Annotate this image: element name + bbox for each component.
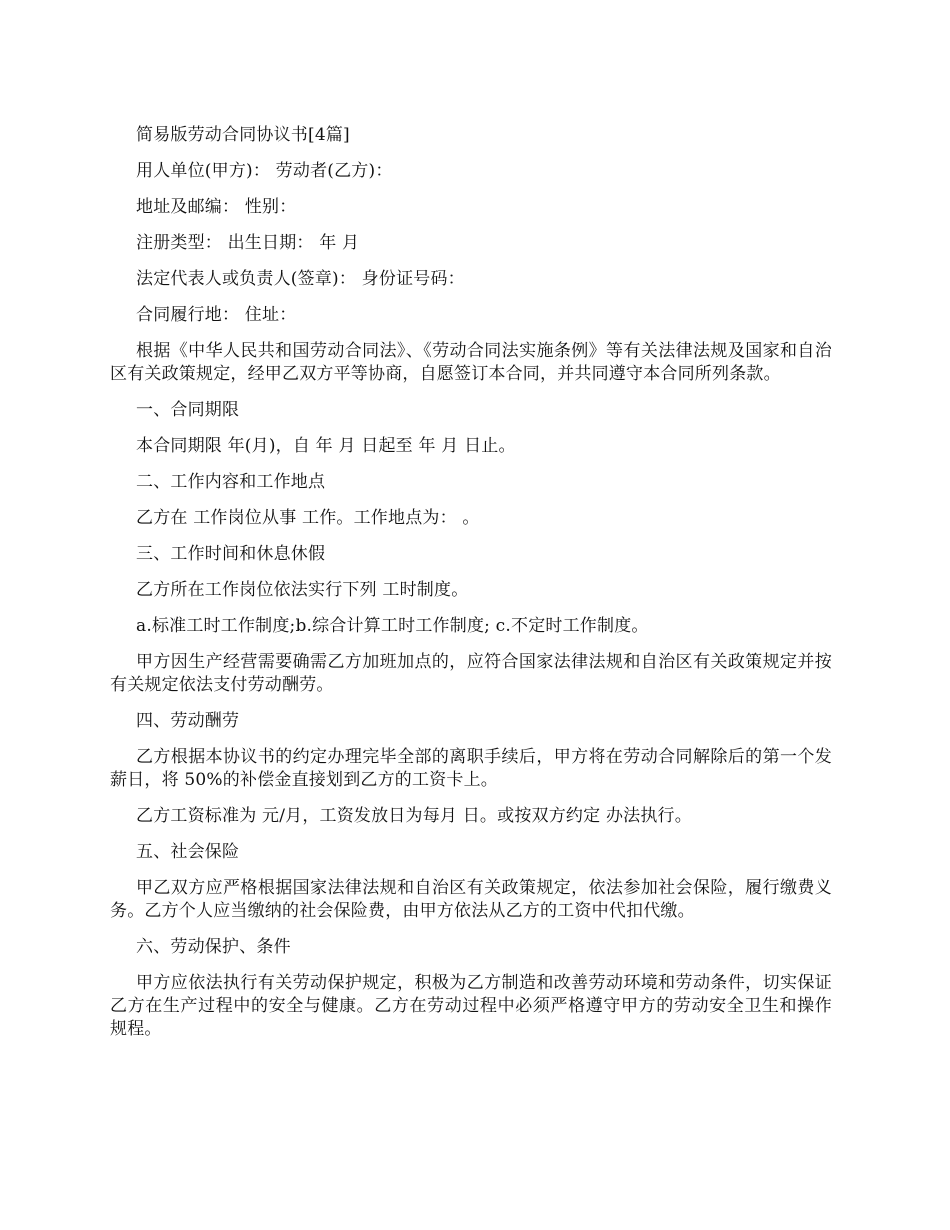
field-registration-birthdate: 注册类型： 出生日期： 年 月 <box>136 233 360 253</box>
term-paragraph: 本合同期限 年(月)，自 年 月 日起至 年 月 日止。 <box>136 436 516 456</box>
overtime-paragraph: 甲方因生产经营需要确需乙方加班加点的，应符合国家法律法规和自治区有关政策规定并按有关规定依法支付劳动酬劳。 <box>110 652 832 695</box>
social-insurance-paragraph: 甲乙双方应严格根据国家法律法规和自治区有关政策规定，依法参加社会保险，履行缴费义务。乙方个人应当缴纳的社会保险费，由甲方依法从乙方的工资中代扣代缴。 <box>110 878 832 921</box>
work-hours-options: a.标准工时工作制度;b.综合计算工时工作制度; c.不定时工作制度。 <box>136 616 649 636</box>
labor-protection-paragraph: 甲方应依法执行有关劳动保护规定，积极为乙方制造和改善劳动环境和劳动条件，切实保证乙方在生产过程中的安全与健康。乙方在劳动过程中必须严格遵守甲方的劳动安全卫生和操作规程。 <box>110 973 832 1039</box>
work-content-paragraph: 乙方在 工作岗位从事 工作。工作地点为： 。 <box>136 508 480 528</box>
work-hours-paragraph: 乙方所在工作岗位依法实行下列 工时制度。 <box>136 580 469 600</box>
field-representative-id: 法定代表人或负责人(签章)： 身份证号码： <box>136 269 465 289</box>
section-heading-social-insurance: 五、社会保险 <box>136 842 240 862</box>
field-location-residence: 合同履行地： 住址： <box>136 305 297 325</box>
section-heading-term: 一、合同期限 <box>136 400 240 420</box>
preamble-paragraph: 根据《中华人民共和国劳动合同法》、《劳动合同法实施条例》等有关法律法规及国家和自治区有关政策规定，经甲乙双方平等协商，自愿签订本合同，并共同遵守本合同所列条款。 <box>110 341 832 384</box>
section-heading-remuneration: 四、劳动酬劳 <box>136 711 240 731</box>
salary-paragraph: 乙方工资标准为 元/月，工资发放日为每月 日。或按双方约定 办法执行。 <box>136 806 692 826</box>
section-heading-work-content: 二、工作内容和工作地点 <box>136 472 326 492</box>
field-address-gender: 地址及邮编： 性别： <box>136 197 297 217</box>
section-heading-labor-protection: 六、劳动保护、条件 <box>136 937 291 957</box>
compensation-paragraph: 乙方根据本协议书的约定办理完毕全部的离职手续后，甲方将在劳动合同解除后的第一个发薪日，将 50%的补偿金直接划到乙方的工资卡上。 <box>110 747 832 790</box>
document-title: 简易版劳动合同协议书[4篇] <box>136 125 350 145</box>
field-employer-employee: 用人单位(甲方)： 劳动者(乙方)： <box>136 161 393 181</box>
section-heading-work-hours: 三、工作时间和休息休假 <box>136 544 326 564</box>
